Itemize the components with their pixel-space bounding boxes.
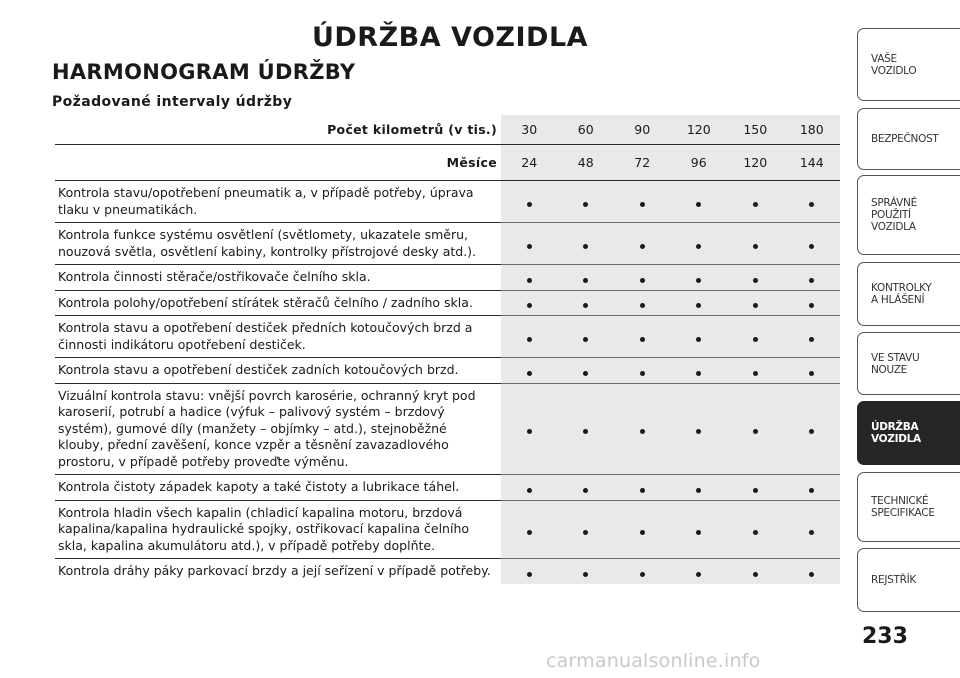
subsection-title: Požadované intervaly údržby — [52, 94, 293, 110]
watermark: carmanualsonline.info — [546, 650, 761, 672]
months-header-row-value: 48 — [558, 145, 615, 181]
chapter-tab[interactable] — [857, 262, 960, 326]
table-row — [55, 559, 840, 584]
check-dot-icon — [527, 572, 532, 577]
interval-cell — [614, 559, 671, 584]
interval-cell — [614, 223, 671, 265]
interval-cell — [501, 559, 558, 584]
chapter-tab-label: TECHNICKÉ SPECIFIKACE — [871, 495, 935, 519]
interval-cell — [614, 383, 671, 475]
check-dot-icon — [583, 530, 588, 535]
interval-cell — [727, 475, 784, 501]
check-dot-icon — [753, 488, 758, 493]
check-dot-icon — [640, 488, 645, 493]
interval-cell — [558, 383, 615, 475]
table-row — [55, 223, 840, 265]
chapter-tab[interactable] — [857, 332, 960, 395]
table-row — [55, 500, 840, 559]
interval-cell — [614, 265, 671, 291]
check-dot-icon — [696, 371, 701, 376]
check-dot-icon — [527, 244, 532, 249]
maintenance-task: Kontrola polohy/opotřebení stírátek stěračů čelního / zadního skla. — [55, 290, 501, 316]
check-dot-icon — [809, 244, 814, 249]
check-dot-icon — [809, 303, 814, 308]
interval-cell — [727, 500, 784, 559]
check-dot-icon — [583, 572, 588, 577]
check-dot-icon — [809, 278, 814, 283]
check-dot-icon — [753, 337, 758, 342]
months-header-row-label: Měsíce — [55, 145, 501, 181]
interval-cell — [501, 358, 558, 384]
check-dot-icon — [753, 371, 758, 376]
check-dot-icon — [527, 202, 532, 207]
check-dot-icon — [696, 429, 701, 434]
km-header-row-value: 180 — [784, 115, 841, 145]
interval-cell — [671, 181, 728, 223]
table-row — [55, 383, 840, 475]
months-header-row-value: 120 — [727, 145, 784, 181]
interval-cell — [784, 383, 841, 475]
check-dot-icon — [696, 337, 701, 342]
check-dot-icon — [753, 303, 758, 308]
table-row — [55, 181, 840, 223]
chapter-tab[interactable] — [857, 401, 960, 465]
check-dot-icon — [809, 371, 814, 376]
interval-cell — [671, 475, 728, 501]
check-dot-icon — [753, 572, 758, 577]
interval-cell — [501, 181, 558, 223]
interval-cell — [727, 181, 784, 223]
check-dot-icon — [809, 530, 814, 535]
interval-cell — [501, 223, 558, 265]
check-dot-icon — [753, 530, 758, 535]
check-dot-icon — [640, 303, 645, 308]
chapter-tab-label: VAŠE VOZIDLO — [871, 52, 917, 77]
table-row — [55, 358, 840, 384]
interval-cell — [558, 265, 615, 291]
chapter-tab[interactable] — [857, 28, 960, 101]
check-dot-icon — [640, 337, 645, 342]
check-dot-icon — [753, 278, 758, 283]
check-dot-icon — [640, 278, 645, 283]
chapter-tab-label: KONTROLKY A HLÁŠENÍ — [871, 282, 932, 306]
interval-cell — [501, 265, 558, 291]
check-dot-icon — [640, 244, 645, 249]
check-dot-icon — [640, 572, 645, 577]
table-row — [55, 316, 840, 358]
check-dot-icon — [640, 202, 645, 207]
interval-cell — [671, 383, 728, 475]
interval-cell — [727, 290, 784, 316]
maintenance-task: Kontrola čistoty západek kapoty a také čistoty a lubrikace táhel. — [55, 475, 501, 501]
check-dot-icon — [753, 244, 758, 249]
interval-cell — [614, 316, 671, 358]
interval-cell — [784, 316, 841, 358]
check-dot-icon — [753, 202, 758, 207]
maintenance-task: Kontrola stavu/opotřebení pneumatik a, v případě potřeby, úprava tlaku v pneumatikách. — [55, 181, 501, 223]
maintenance-task: Kontrola hladin všech kapalin (chladicí kapalina motoru, brzdová kapalina/kapalina hydraulické spojky, ostřikovací kapalina čelního skla, kapalina akumulátoru atd.), v případě potřeby doplňte. — [55, 500, 501, 559]
chapter-tab[interactable] — [857, 472, 960, 542]
interval-cell — [614, 500, 671, 559]
check-dot-icon — [583, 303, 588, 308]
interval-cell — [558, 358, 615, 384]
maintenance-task: Kontrola stavu a opotřebení destiček zadních kotoučových brzd. — [55, 358, 501, 384]
check-dot-icon — [527, 337, 532, 342]
interval-cell — [671, 358, 728, 384]
check-dot-icon — [809, 429, 814, 434]
interval-cell — [727, 265, 784, 291]
table-row — [55, 290, 840, 316]
table-row — [55, 265, 840, 291]
interval-cell — [784, 475, 841, 501]
interval-cell — [558, 290, 615, 316]
section-title: HARMONOGRAM ÚDRŽBY — [52, 60, 356, 84]
interval-cell — [501, 500, 558, 559]
km-header-row-value: 150 — [727, 115, 784, 145]
interval-cell — [558, 223, 615, 265]
check-dot-icon — [696, 202, 701, 207]
maintenance-task: Kontrola funkce systému osvětlení (světlomety, ukazatele směru, nouzová světla, osvětlení kabiny, kontrolky přístrojové desky atd.). — [55, 223, 501, 265]
page-title: ÚDRŽBA VOZIDLA — [311, 22, 589, 53]
check-dot-icon — [527, 303, 532, 308]
interval-cell — [727, 358, 784, 384]
km-header-row-value: 90 — [614, 115, 671, 145]
km-header-row — [55, 115, 840, 145]
interval-cell — [501, 290, 558, 316]
km-header-row-value: 30 — [501, 115, 558, 145]
check-dot-icon — [583, 278, 588, 283]
interval-cell — [784, 223, 841, 265]
chapter-tab-label: BEZPEČNOST — [871, 133, 939, 145]
check-dot-icon — [527, 530, 532, 535]
check-dot-icon — [583, 371, 588, 376]
check-dot-icon — [753, 429, 758, 434]
interval-cell — [784, 500, 841, 559]
interval-cell — [784, 290, 841, 316]
interval-cell — [614, 290, 671, 316]
interval-cell — [784, 358, 841, 384]
interval-cell — [671, 290, 728, 316]
check-dot-icon — [809, 488, 814, 493]
months-header-row-value: 24 — [501, 145, 558, 181]
interval-cell — [501, 316, 558, 358]
months-header-row-value: 96 — [671, 145, 728, 181]
check-dot-icon — [583, 337, 588, 342]
interval-cell — [558, 316, 615, 358]
interval-cell — [784, 265, 841, 291]
chapter-tab-label: VE STAVU NOUZE — [871, 351, 920, 376]
interval-cell — [558, 559, 615, 584]
interval-cell — [671, 223, 728, 265]
interval-cell — [501, 383, 558, 475]
check-dot-icon — [583, 202, 588, 207]
maintenance-task: Kontrola činnosti stěrače/ostřikovače čelního skla. — [55, 265, 501, 291]
km-header-row-label: Počet kilometrů (v tis.) — [55, 115, 501, 145]
check-dot-icon — [640, 371, 645, 376]
interval-cell — [671, 559, 728, 584]
interval-cell — [558, 500, 615, 559]
interval-cell — [501, 475, 558, 501]
months-header-row-value: 144 — [784, 145, 841, 181]
check-dot-icon — [809, 337, 814, 342]
check-dot-icon — [696, 488, 701, 493]
interval-cell — [784, 559, 841, 584]
check-dot-icon — [583, 488, 588, 493]
maintenance-task: Vizuální kontrola stavu: vnější povrch karosérie, ochranný kryt pod karoserií, potrubí a hadice (výfuk – palivový systém – brzdový systém), gumové díly (manžety – objímky – atd.), stejnoběžné klouby, přední zavěšení, konce vzpěr a těsnění zavazadlového prostoru, v případě potřeby proveďte výměnu. — [55, 383, 501, 475]
chapter-tab[interactable] — [857, 548, 960, 612]
chapter-tab-label: ÚDRŽBA VOZIDLA — [871, 421, 921, 445]
check-dot-icon — [696, 530, 701, 535]
chapter-tab[interactable] — [857, 108, 960, 170]
check-dot-icon — [696, 303, 701, 308]
interval-cell — [727, 223, 784, 265]
interval-cell — [727, 316, 784, 358]
check-dot-icon — [583, 244, 588, 249]
maintenance-task: Kontrola stavu a opotřebení destiček předních kotoučových brzd a činnosti indikátoru opotřebení destiček. — [55, 316, 501, 358]
page-number: 233 — [862, 624, 908, 649]
check-dot-icon — [696, 572, 701, 577]
maintenance-task: Kontrola dráhy páky parkovací brzdy a její seřízení v případě potřeby. — [58, 563, 491, 578]
interval-cell — [558, 181, 615, 223]
interval-cell — [614, 475, 671, 501]
interval-cell — [727, 383, 784, 475]
interval-cell — [671, 316, 728, 358]
check-dot-icon — [527, 488, 532, 493]
check-dot-icon — [583, 429, 588, 434]
check-dot-icon — [809, 202, 814, 207]
chapter-tab-label: SPRÁVNÉ POUŽITÍ VOZIDLA — [871, 197, 917, 233]
km-header-row-value: 60 — [558, 115, 615, 145]
maintenance-schedule-table — [55, 115, 840, 584]
interval-cell — [671, 265, 728, 291]
interval-cell — [614, 358, 671, 384]
check-dot-icon — [527, 429, 532, 434]
check-dot-icon — [809, 572, 814, 577]
chapter-tab-label: REJSTŘÍK — [871, 574, 916, 586]
check-dot-icon — [527, 278, 532, 283]
km-header-row-value: 120 — [671, 115, 728, 145]
check-dot-icon — [640, 429, 645, 434]
table-row — [55, 475, 840, 501]
check-dot-icon — [696, 278, 701, 283]
interval-cell — [558, 475, 615, 501]
check-dot-icon — [527, 371, 532, 376]
check-dot-icon — [696, 244, 701, 249]
interval-cell — [614, 181, 671, 223]
months-header-row-value: 72 — [614, 145, 671, 181]
interval-cell — [671, 500, 728, 559]
months-header-row — [55, 145, 840, 181]
check-dot-icon — [640, 530, 645, 535]
interval-cell — [727, 559, 784, 584]
interval-cell — [784, 181, 841, 223]
chapter-tab[interactable] — [857, 175, 960, 255]
